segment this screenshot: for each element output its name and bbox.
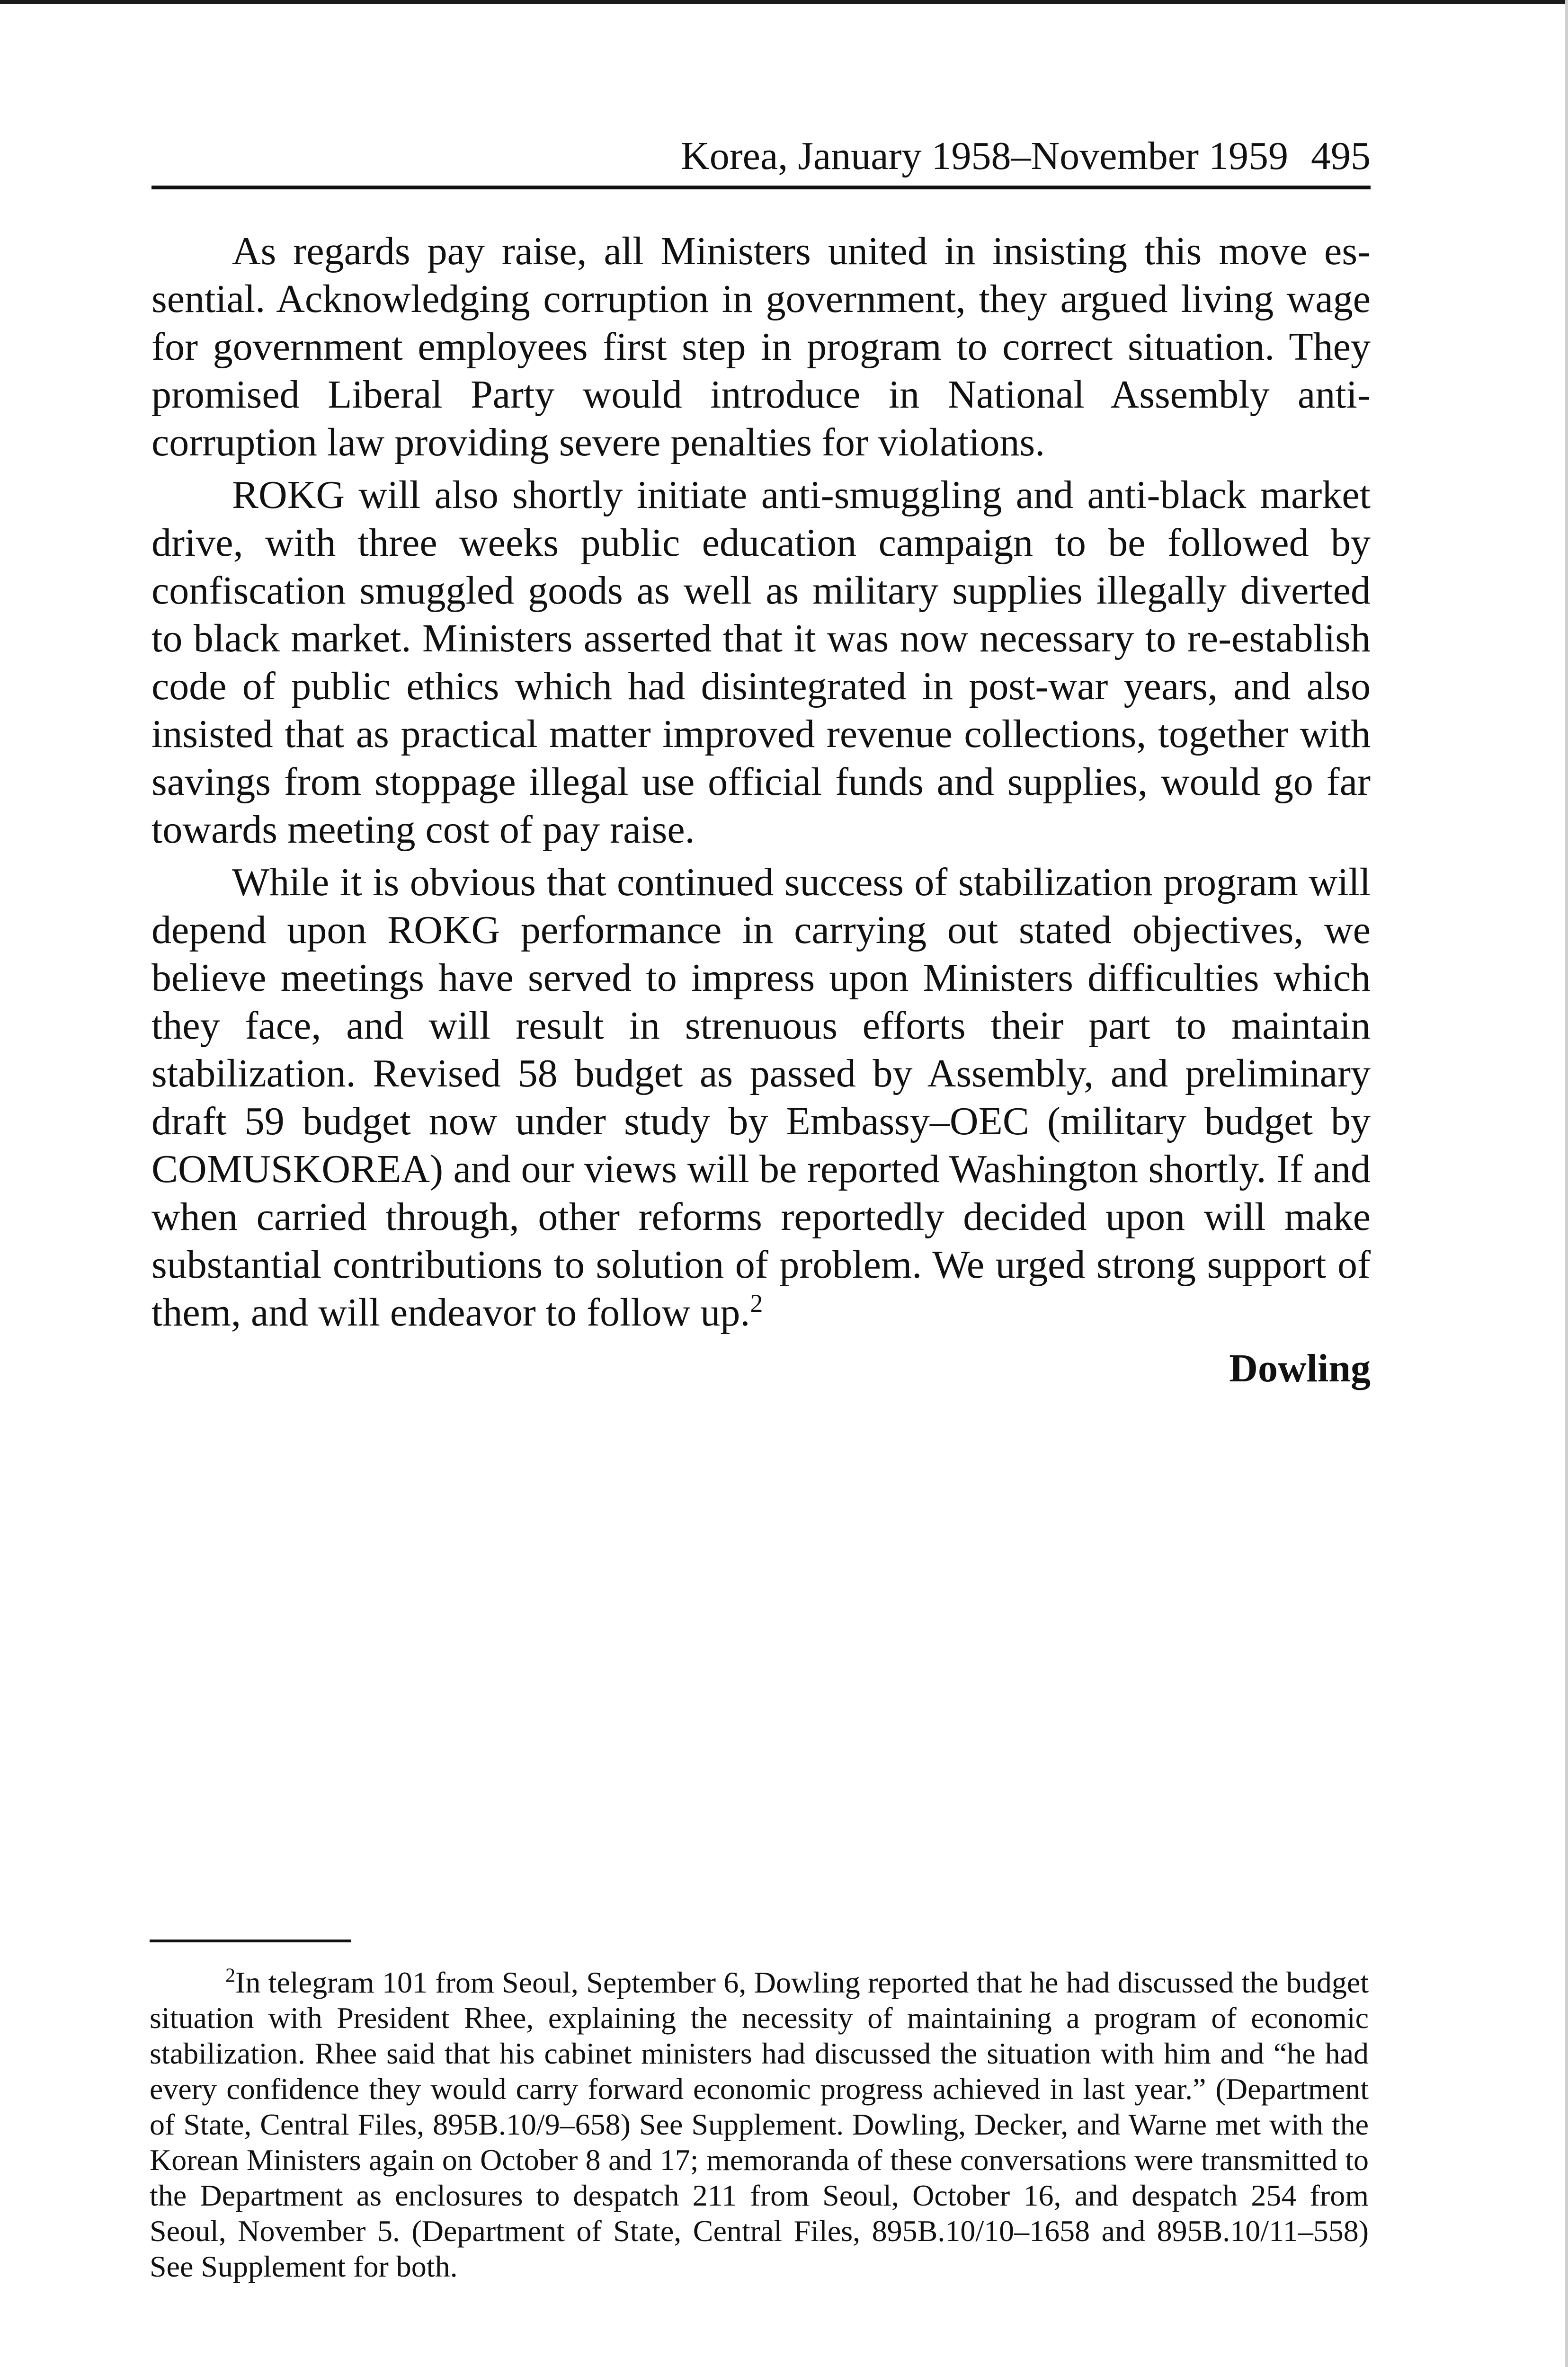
body-paragraph-1: As regards pay raise, all Ministers united in insisting this move essential. Acknowledging corruption in government, they argued living wage for government employees first step in program to correct situation. They promised Liberal Party would introduce in National Assembly anti-corruption law providing severe penalties for violations.: [151, 229, 1371, 464]
footnote-paragraph: [150, 1965, 1369, 2284]
footnote-text: In telegram 101 from Seoul, September 6, Dowling reported that he had discussed the budget situation with President Rhee, explaining the necessity of maintaining a program of economic stabilization. Rhee said that his cabinet ministers had discussed the situation with him and “he had every confidence they would carry forward economic progress achieved in last year.” (Department of State, Central Files, 895B.10/9–658) See Supplement. Dowling, Decker, and Warne met with the Korean Ministers again on October 8 and 17; memoranda of these conversations were transmitted to the Department as enclosures to despatch 211 from Seoul, October 16, and despatch 254 from Seoul, November 5. (Department of State, Central Files, 895B.10/10–1658 and 895B.10/11–558) See Supplement for both.: [150, 1966, 1369, 2283]
footnote-reference: 2: [750, 1289, 763, 1317]
running-head: [151, 133, 1371, 180]
scan-top-edge: [0, 0, 1568, 4]
page-number: 495: [1311, 134, 1371, 178]
body-paragraph-3: [151, 858, 1371, 1336]
signature: Dowling: [1229, 1346, 1371, 1390]
scan-right-edge: [1565, 0, 1568, 2367]
body-paragraph-3-text: While it is obvious that continued success of stabilization program will depend upon ROKG performance in carrying out stated objectives, we believe meetings have served to impress upon Ministers difficulties which they face, and will result in strenuous efforts their part to maintain stabilization. Revised 58 budget as passed by Assembly, and preliminary draft 59 budget now under study by Embassy–OEC (military budget by COMUSKOREA) and our views will be reported Washington shortly. If and when carried through, other reforms reportedly decided upon will make substantial contributions to solution of problem. We urged strong support of them, and will endeavor to follow up.: [151, 860, 1371, 1335]
footnote: [150, 1965, 1369, 2284]
running-head-title: Korea, January 1958–November 1959: [681, 134, 1288, 178]
footnote-rule: [150, 1940, 351, 1942]
body-text: [151, 227, 1371, 1341]
body-paragraph-2: ROKG will also shortly initiate anti-smuggling and anti-black market drive, with three weeks public education campaign to be followed by confiscation smuggled goods as well as military supplies illegally diverted to black market. Ministers asserted that it was now necessary to re-establish code of public ethics which had disintegrated in post-war years, and also insisted that as practical matter improved revenue collections, together with savings from stoppage illegal use official funds and supplies, would go far towards meeting cost of pay raise.: [151, 473, 1371, 852]
footnote-marker: 2: [225, 1965, 235, 1987]
header-rule: [151, 186, 1371, 189]
